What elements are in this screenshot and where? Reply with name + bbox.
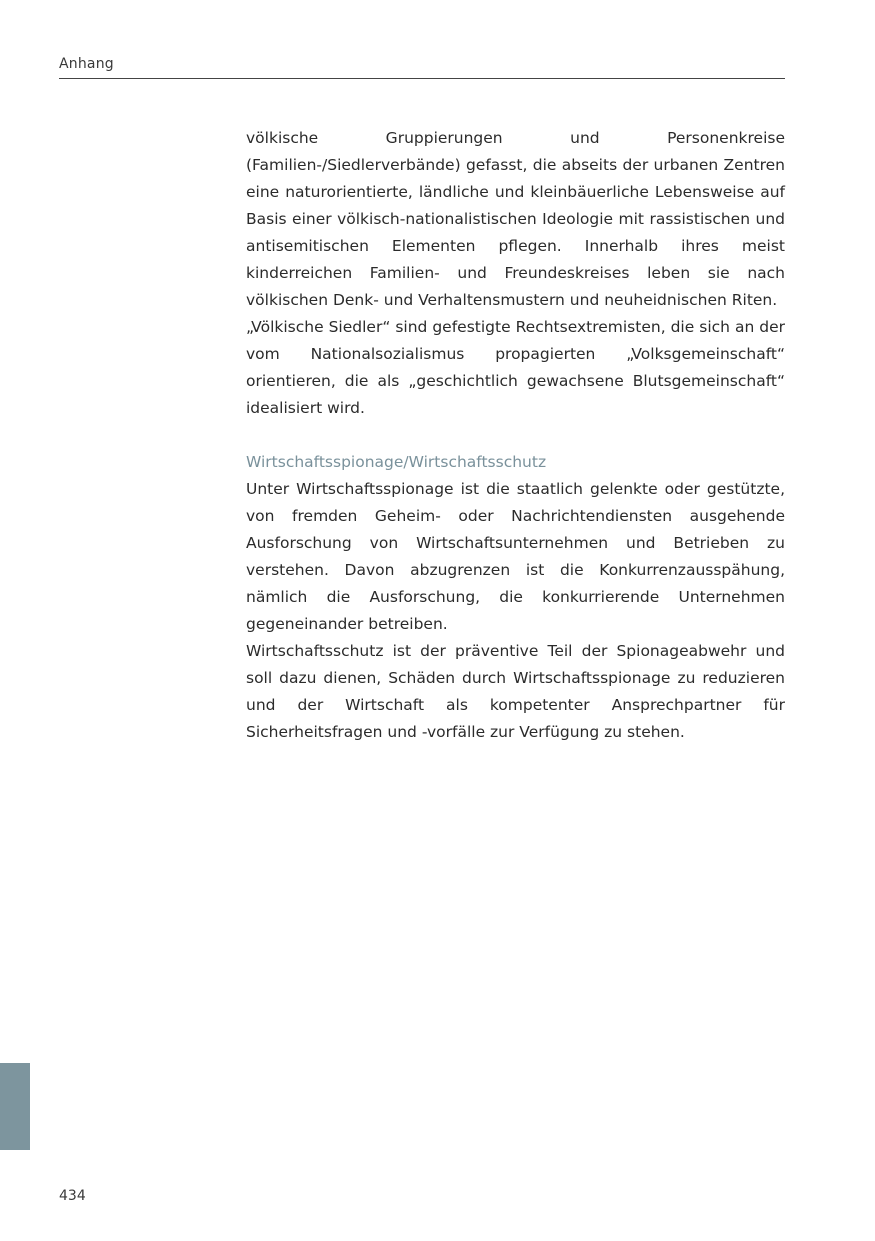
section-heading-wirtschaftsspionage: Wirtschaftsspionage/Wirtschaftsschutz [246,453,547,471]
paragraph-voelkische-gruppierungen: völkische Gruppierungen und Personenkreise (Familien-/Siedlerverbände) gefasst, die abseits der urbanen Zentren eine naturorientierte, ländliche und kleinbäuerliche Lebensweise auf Basis einer völkisch-nationalistischen Ideologie mit rassistischen und antisemitischen Elementen pflegen. Innerhalb ihres meist kinderreichen Familien- und Freundeskreises leben sie nach völkischen Denk- und Verhaltensmustern und neuheidnischen Riten. [246,129,785,309]
chapter-side-tab [0,1063,30,1150]
paragraph-wirtschaftsspionage: Unter Wirtschaftsspionage ist die staatlich gelenkte oder gestützte, von fremden Geheim- oder Nachrichtendiensten ausgehende Ausforschung von Wirtschaftsunternehmen und Betrieben zu verstehen. Davon abzugrenzen ist die Konkurrenzausspähung, nämlich die Ausforschung, die konkurrierende Unternehmen gegeneinander betreiben. [246,480,785,633]
paragraph-wirtschaftsschutz: Wirtschaftsschutz ist der präventive Teil der Spionageabwehr und soll dazu dienen, Schäden durch Wirtschaftsspionage zu reduzieren und der Wirtschaft als kompetenter Ansprechpartner für Sicherheitsfragen und -vorfälle zur Verfügung zu stehen. [246,642,785,741]
running-header: Anhang [59,56,114,72]
main-text-column [246,125,785,746]
header-divider [59,78,785,79]
page-number: 434 [59,1188,86,1204]
paragraph-voelkische-siedler: „Völkische Siedler“ sind gefestigte Rechtsextremisten, die sich an der vom Nationalsozialismus propagierten „Volksgemeinschaft“ orientieren, die als „geschichtlich gewachsene Blutsgemeinschaft“ idealisiert wird. [246,318,785,417]
